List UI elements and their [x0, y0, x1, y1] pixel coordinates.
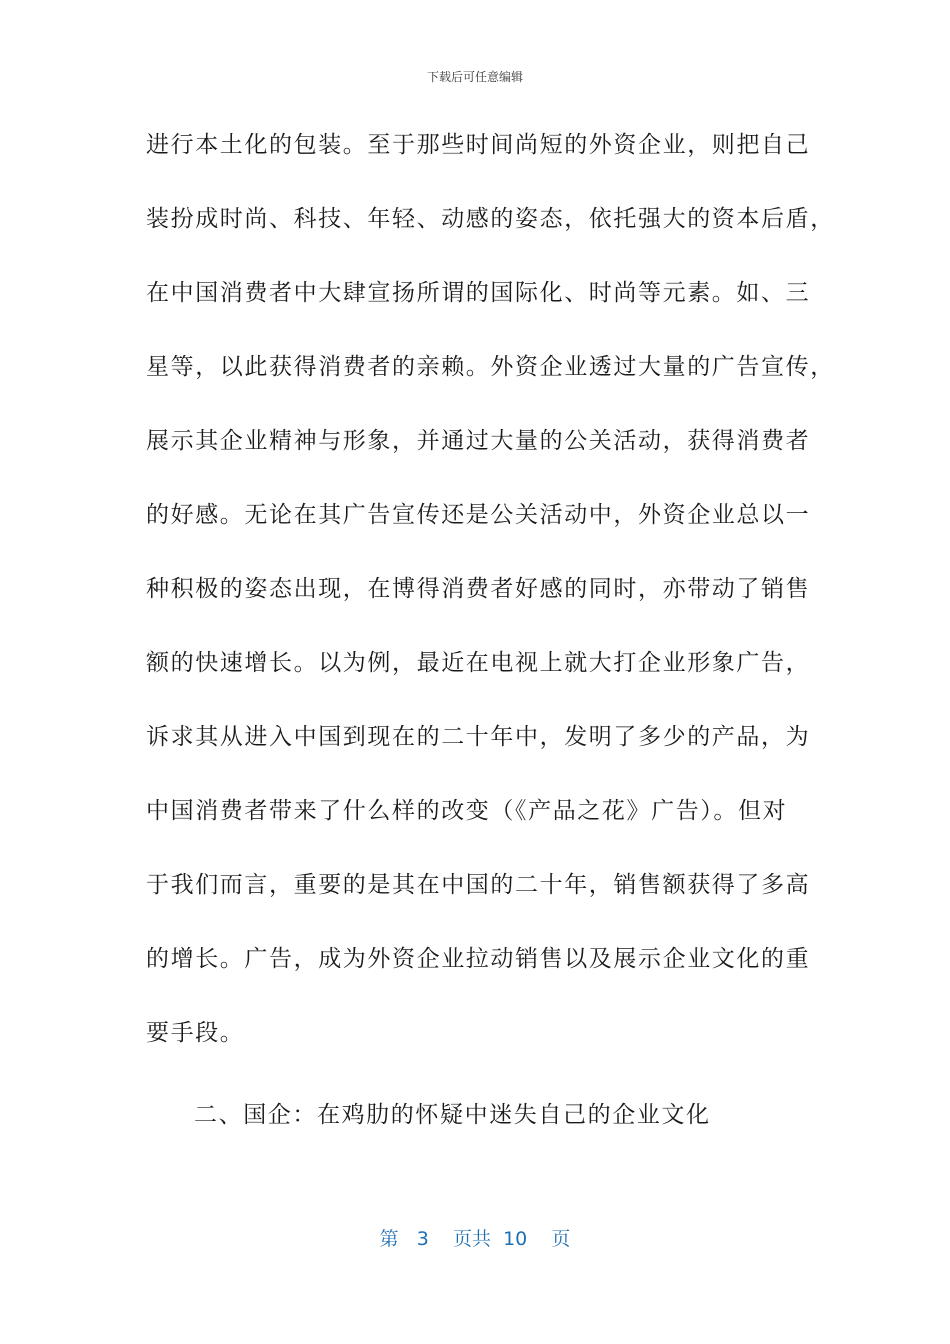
body-line: 星等，以此获得消费者的亲赖。外资企业透过大量的广告宣传，: [146, 354, 835, 380]
body-text: [146, 123, 835, 1085]
page-footer: [0, 1224, 950, 1251]
body-line: 诉求其从进入中国到现在的二十年中，发明了多少的产品，为: [146, 724, 811, 750]
body-line: 要手段。: [146, 1020, 245, 1046]
section-heading: 二、国企：在鸡肋的怀疑中迷失自己的企业文化: [194, 1102, 711, 1128]
body-line: 中国消费者带来了什么样的改变（《产品之花》广告）。但对: [146, 798, 788, 824]
body-line: 额的快速增长。以为例，最近在电视上就大打企业形象广告，: [146, 650, 811, 676]
body-line: 装扮成时尚、科技、年轻、动感的姿态，依托强大的资本后盾，: [146, 206, 835, 232]
body-line: 种积极的姿态出现，在博得消费者好感的同时，亦带动了销售: [146, 576, 811, 602]
footer-total-pages: 10: [503, 1228, 528, 1250]
body-line: 的增长。广告，成为外资企业拉动销售以及展示企业文化的重: [146, 946, 811, 972]
footer-suffix: 页: [551, 1228, 571, 1250]
body-line: 在中国消费者中大肆宣扬所谓的国际化、时尚等元素。如、三: [146, 280, 811, 306]
body-line: 进行本土化的包装。至于那些时间尚短的外资企业，则把自己: [146, 132, 811, 158]
footer-page-number: 3: [416, 1228, 429, 1250]
footer-prefix: 第: [379, 1228, 399, 1250]
body-line: 于我们而言，重要的是其在中国的二十年，销售额获得了多高: [146, 872, 811, 898]
body-line: 的好感。无论在其广告宣传还是公关活动中，外资企业总以一: [146, 502, 811, 528]
footer-middle: 页共: [452, 1228, 491, 1250]
header-note: 下载后可任意编辑: [426, 70, 523, 84]
body-line: 展示其企业精神与形象，并通过大量的公关活动，获得消费者: [146, 428, 811, 454]
